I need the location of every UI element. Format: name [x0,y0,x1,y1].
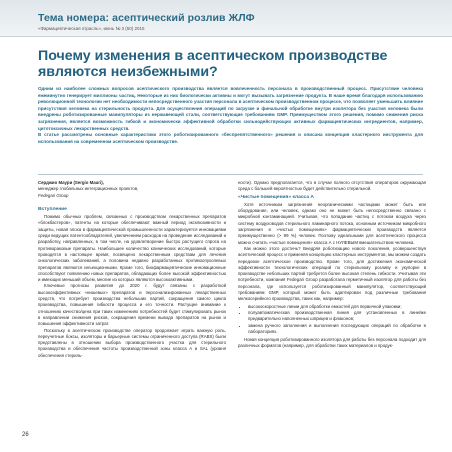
lead-paragraph: Одним из наиболее сложных вопросов асептического производства является вовлеченность персонала в производственный процесс. Присутствие человека ежеминутно генерирует миллионы частиц. Некоторые из них биологически активны и могут вызывать загрязнение продукта. В наше время благодаря использованию революционной технологии нет необходимости непосредственного участия персонала в асептическом производственном процессе, что позволяет уменьшить влияние присутствия человека на стерильность продукта. Для осуществления операций по загрузке и финальной обработке внутри изолятора без участия человека были внедрены роботизированные манипуляторы из нержавеющей стали, соответствующие требованиям GMP. Преимуществом этого решения, помимо снижения риска загрязнения, является возможность гибкой и экономически эффективной обработки сильнодействующих активных фармацевтических ингредиентов, например, цитотоксичных лекарственных средств. [38,86,423,131]
list-item: • полуавтоматическая производственная линия для установленных в линейке предварительно наполненных шприцев и флаконов; [248,310,426,323]
subhead-clean-rooms: «Чистые помещения» класса А [238,194,314,200]
author-name: Серджио Маури (Sergio Mauri), [38,180,104,185]
body-paragraph: Ключевые прогнозы развития до 2020 г. будут связаны с разработкой высокоэффективных «нишевых» препаратов и персонализированных лекарственных средств, что потребует производства небольших партий, сокращения самого цикла производства, повышения гибкости процесса и его точности. Растущее внимание к отношению качество/цена при таких изменениях потребностей будет стимулировать рынок в направлении снижения рисков, сокращения времени вывода препаратов на рынок и повышения эффективности затрат. [38,283,226,327]
right-column [238,180,426,350]
body-paragraph: Как можно этого достичь? Внедряя роботизацию нового поколения, усовершенствуя асептический процесс и применяя концепцию кластерных инструментов, мы можем создать передовое асептическое производство. Кроме того, для достижения экономической эффективности технологических операций по стерильному розливу и укупорке в производстве небольших партий требуется более высокая степень гибкости. Учитывая эти потребности, компания Fedegari Group разработала герметичный изолятор для работы без персонала, где используется роботизированный манипулятор, соответствующий требованиям GMP, который может быть адаптирован под различные требования мелкосерийного производства, таких как, например: [238,245,426,302]
body-paragraph: Хотя источником загрязнения неорганическими частицами может быть или оборудование, или человек, однако оно не может быть непосредственно связано с микробной контаминацией. Учитывая, что попадание частиц с потоком воздуха через систему воздуховодов стерильного ламинарного потока, основным источником микробного загрязнения в «чистых помещениях» фармацевтических производств является преимущественно (> 99 %) человек. Поэтому идеальными для асептического процесса можно считать «чистые помещения» класса А с НУЛЕВЫМ вмешательством человека. [238,201,426,245]
list-item: • замена ручного заполнения и выполнения последующих операций по обработке в лабораториях. [248,323,426,336]
divider [38,174,423,175]
article-headline: Почему изменения в асептическом производстве являются неизбежными? [38,48,388,80]
section-title: Тема номера: асептический розлив ЖЛФ [38,12,255,24]
source-line: «Фармацевтическая отрасль», июнь № 3 (50) 2015 [38,26,145,31]
body-paragraph: Поскольку в асептическом производстве оператор продолжает играть важную роль, переучетные боксы, изоляторы и барьерные системы ограниченного доступа (RABS) были представлены в отношении выбора производственного участка для стерильного производства и обеспечения частоты производственной зоны класса А и SAL (уровня обеспечения стериль- [38,327,226,358]
page-number: 26 [22,432,29,438]
lead-paragraph-2: В статье рассмотрены основные характеристики этого роботизированного «беспрепятственного» решения и описана концепция кластерного инструмента для использования на современном асептическом производстве. [38,132,423,144]
author-role: менеджер глобальных интеграционных проектов, [38,186,139,192]
list-item: • высокоскоростные линии для обработки емкостей для первичной упаковки; [248,304,426,310]
subhead-introduction: Вступление [38,206,67,212]
bullet-list [238,304,426,335]
left-column [38,180,226,359]
article-lead [38,86,423,145]
body-paragraph: Новая концепция роботизированного изолятора для работы без персонала подходит для различных форматов (например, для обработки таких материалов и продук- [238,337,426,349]
body-paragraph: ности). Однако предполагается, что в случае полного отсутствия операторов окружающая среда с большей вероятностью будет действительно стерильной. [238,180,426,192]
author-block [38,180,226,199]
author-org: Fedegari Group [38,192,69,198]
body-paragraph: Помимо обычных проблем, связанных с производством лекарственных препаратов «блокбастеров», патенты на которые обеспечивают важный период эксклюзивности и защиты, новая эпоха в фармацевтической промышленности характеризуется инновациями среди ведущих патентообладателей, увеличением расходов на проведение исследований и разработку, направленных, в том числе, на удовлетворение быстро растущего спроса на противораковые препараты. Наибольшее количество клинических исследований, которые проводятся в настоящее время, посвящено лекарственным средствам для лечения онкологических заболеваний, а половина недавно разработанных противоопухолевых препаратов являются инъекционными. Кроме того, биофармацевтические инновационные способствуют появлению новых препаратов, обладающих более высокой эффективностью и имеющих меньший объем, многие из которых являются высокоактивными. [38,214,226,283]
